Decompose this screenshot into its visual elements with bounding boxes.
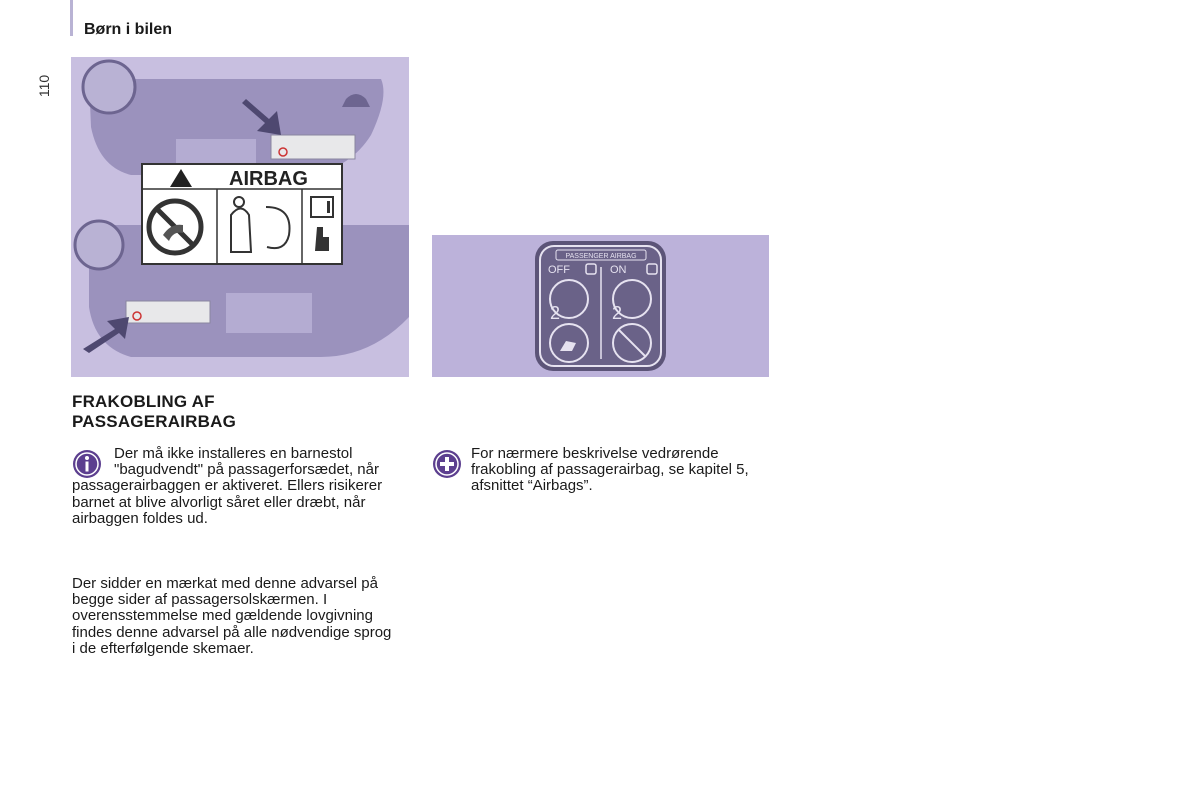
on-label: ON	[610, 264, 627, 276]
steering-wheel-icon-2	[75, 221, 123, 269]
warning-text: Der må ikke installeres en barnestol "bagudvendt" på passagerforsædet, når passagerairbaggen er aktiveret. Ellers risikerer barnet at blive alvorligt såret eller dræbt, når airbaggen foldes ud.	[72, 445, 383, 527]
on-seat-number: 2	[612, 303, 623, 323]
sun-visor-drawing	[71, 57, 409, 377]
upper-visor-mirror	[176, 139, 256, 163]
passenger-airbag-indicator-illustration	[432, 235, 769, 377]
reference-paragraph: For nærmere beskrivelse vedrørende frakobling af passagerairbag, se kapitel 5, afsnittet “Airbags”.	[471, 445, 749, 495]
panel-title: PASSENGER AIRBAG	[565, 253, 637, 260]
airbag-label-title: AIRBAG	[229, 168, 308, 190]
section-heading	[72, 392, 392, 432]
sun-visor-illustration	[71, 57, 409, 377]
lower-visor-mirror	[226, 293, 312, 333]
header-accent-bar	[70, 0, 73, 36]
plus-icon	[432, 449, 462, 479]
page-number: 110	[36, 74, 52, 98]
off-seat-number: 2	[550, 303, 561, 323]
indicator-panel-drawing	[432, 235, 769, 377]
steering-wheel-icon	[83, 61, 135, 113]
heading-line-2: PASSAGERAIRBAG	[72, 412, 237, 431]
off-label: OFF	[548, 264, 570, 276]
section-title: Børn i bilen	[84, 21, 172, 38]
warning-paragraph	[72, 446, 402, 527]
heading-line-1: FRAKOBLING AF	[72, 392, 215, 411]
sticker-paragraph: Der sidder en mærkat med denne advarsel på begge sider af passagersolskærmen. I overensstemmelse med gældende lovgivning findes denne advarsel på alle nødvendige sprog i de efterfølgende skemaer.	[72, 575, 392, 657]
